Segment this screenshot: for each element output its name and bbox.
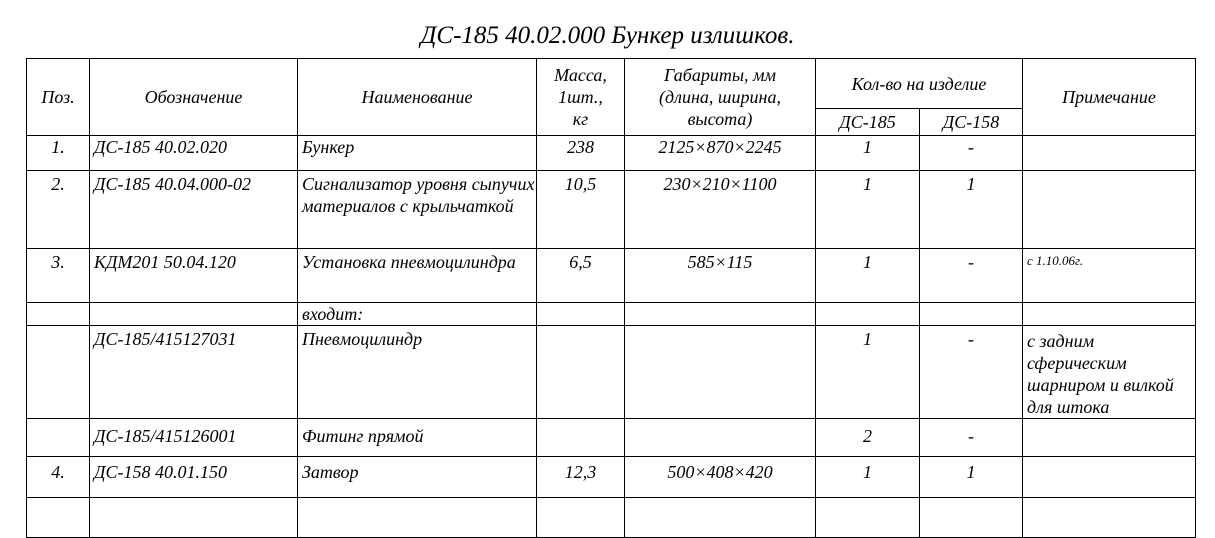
cell-name — [298, 498, 537, 538]
cell-note — [1023, 303, 1196, 326]
cell-pos: 4. — [27, 457, 90, 498]
cell-designation: ДС-185 40.04.000-02 — [90, 171, 298, 249]
table-row — [27, 326, 1196, 419]
cell-qty-ds158 — [920, 303, 1023, 326]
table-row — [27, 249, 1196, 303]
header-mass-line2: 1шт., — [558, 87, 603, 107]
cell-mass — [537, 419, 625, 457]
header-qty: Кол-во на изделие — [816, 59, 1023, 109]
table-row — [27, 419, 1196, 457]
cell-note — [1023, 136, 1196, 171]
cell-note: с задним сферическим шарниром и вилкой для штока — [1023, 326, 1196, 419]
header-designation: Обозначение — [90, 59, 298, 136]
cell-designation: ДС-185/415127031 — [90, 326, 298, 419]
cell-mass: 12,3 — [537, 457, 625, 498]
cell-designation — [90, 498, 298, 538]
cell-name: Установка пневмоцилиндра — [298, 249, 537, 303]
table-row — [27, 457, 1196, 498]
cell-qty-ds185: 1 — [816, 171, 920, 249]
cell-designation: ДС-158 40.01.150 — [90, 457, 298, 498]
cell-note — [1023, 457, 1196, 498]
cell-mass — [537, 303, 625, 326]
cell-pos — [27, 303, 90, 326]
header-row — [27, 59, 1196, 109]
table-row — [27, 171, 1196, 249]
cell-pos: 2. — [27, 171, 90, 249]
cell-designation: ДС-185/415126001 — [90, 419, 298, 457]
cell-qty-ds158: - — [920, 419, 1023, 457]
cell-qty-ds158: - — [920, 326, 1023, 419]
cell-name: Затвор — [298, 457, 537, 498]
cell-dims — [625, 326, 816, 419]
cell-name: Бункер — [298, 136, 537, 171]
header-pos: Поз. — [27, 59, 90, 136]
header-dims-line1: Габариты, мм — [663, 65, 776, 85]
cell-dims: 585×115 — [625, 249, 816, 303]
cell-qty-ds185 — [816, 498, 920, 538]
cell-pos: 3. — [27, 249, 90, 303]
header-note: Примечание — [1023, 59, 1196, 136]
cell-pos — [27, 419, 90, 457]
cell-designation: ДС-185 40.02.020 — [90, 136, 298, 171]
cell-pos — [27, 498, 90, 538]
header-dims — [625, 59, 816, 136]
cell-name: Пневмоцилиндр — [298, 326, 537, 419]
cell-name: входит: — [298, 303, 537, 326]
header-name: Наименование — [298, 59, 537, 136]
cell-mass — [537, 326, 625, 419]
header-mass-line1: Масса, — [554, 65, 607, 85]
cell-designation: КДМ201 50.04.120 — [90, 249, 298, 303]
cell-mass: 6,5 — [537, 249, 625, 303]
cell-dims — [625, 498, 816, 538]
document-title: ДС-185 40.02.000 Бункер излишков. — [420, 22, 795, 49]
cell-note — [1023, 498, 1196, 538]
cell-pos — [27, 326, 90, 419]
header-dims-line3: высота) — [687, 109, 753, 129]
header-dims-line2: (длина, ширина, — [659, 87, 781, 107]
cell-qty-ds158: 1 — [920, 171, 1023, 249]
cell-pos: 1. — [27, 136, 90, 171]
cell-note — [1023, 171, 1196, 249]
cell-qty-ds158: 1 — [920, 457, 1023, 498]
header-qty-ds185: ДС-185 — [816, 109, 920, 136]
cell-mass: 10,5 — [537, 171, 625, 249]
table-row — [27, 136, 1196, 171]
cell-designation — [90, 303, 298, 326]
specification-table — [26, 58, 1196, 538]
cell-qty-ds185 — [816, 303, 920, 326]
table-row — [27, 303, 1196, 326]
cell-note — [1023, 419, 1196, 457]
cell-name: Фитинг прямой — [298, 419, 537, 457]
cell-qty-ds185: 1 — [816, 326, 920, 419]
cell-dims: 2125×870×2245 — [625, 136, 816, 171]
cell-dims: 230×210×1100 — [625, 171, 816, 249]
cell-qty-ds185: 1 — [816, 457, 920, 498]
cell-qty-ds158: - — [920, 249, 1023, 303]
header-qty-ds158: ДС-158 — [920, 109, 1023, 136]
cell-note: с 1.10.06г. — [1023, 249, 1196, 303]
table-row — [27, 498, 1196, 538]
cell-dims — [625, 303, 816, 326]
cell-mass: 238 — [537, 136, 625, 171]
header-mass-line3: кг — [572, 109, 589, 129]
cell-dims — [625, 419, 816, 457]
cell-mass — [537, 498, 625, 538]
cell-qty-ds158 — [920, 498, 1023, 538]
cell-qty-ds185: 1 — [816, 136, 920, 171]
cell-qty-ds158: - — [920, 136, 1023, 171]
header-mass — [537, 59, 625, 136]
cell-qty-ds185: 2 — [816, 419, 920, 457]
cell-qty-ds185: 1 — [816, 249, 920, 303]
cell-dims: 500×408×420 — [625, 457, 816, 498]
cell-name: Сигнализатор уровня сыпучих материалов с крыльчаткой — [298, 171, 537, 249]
